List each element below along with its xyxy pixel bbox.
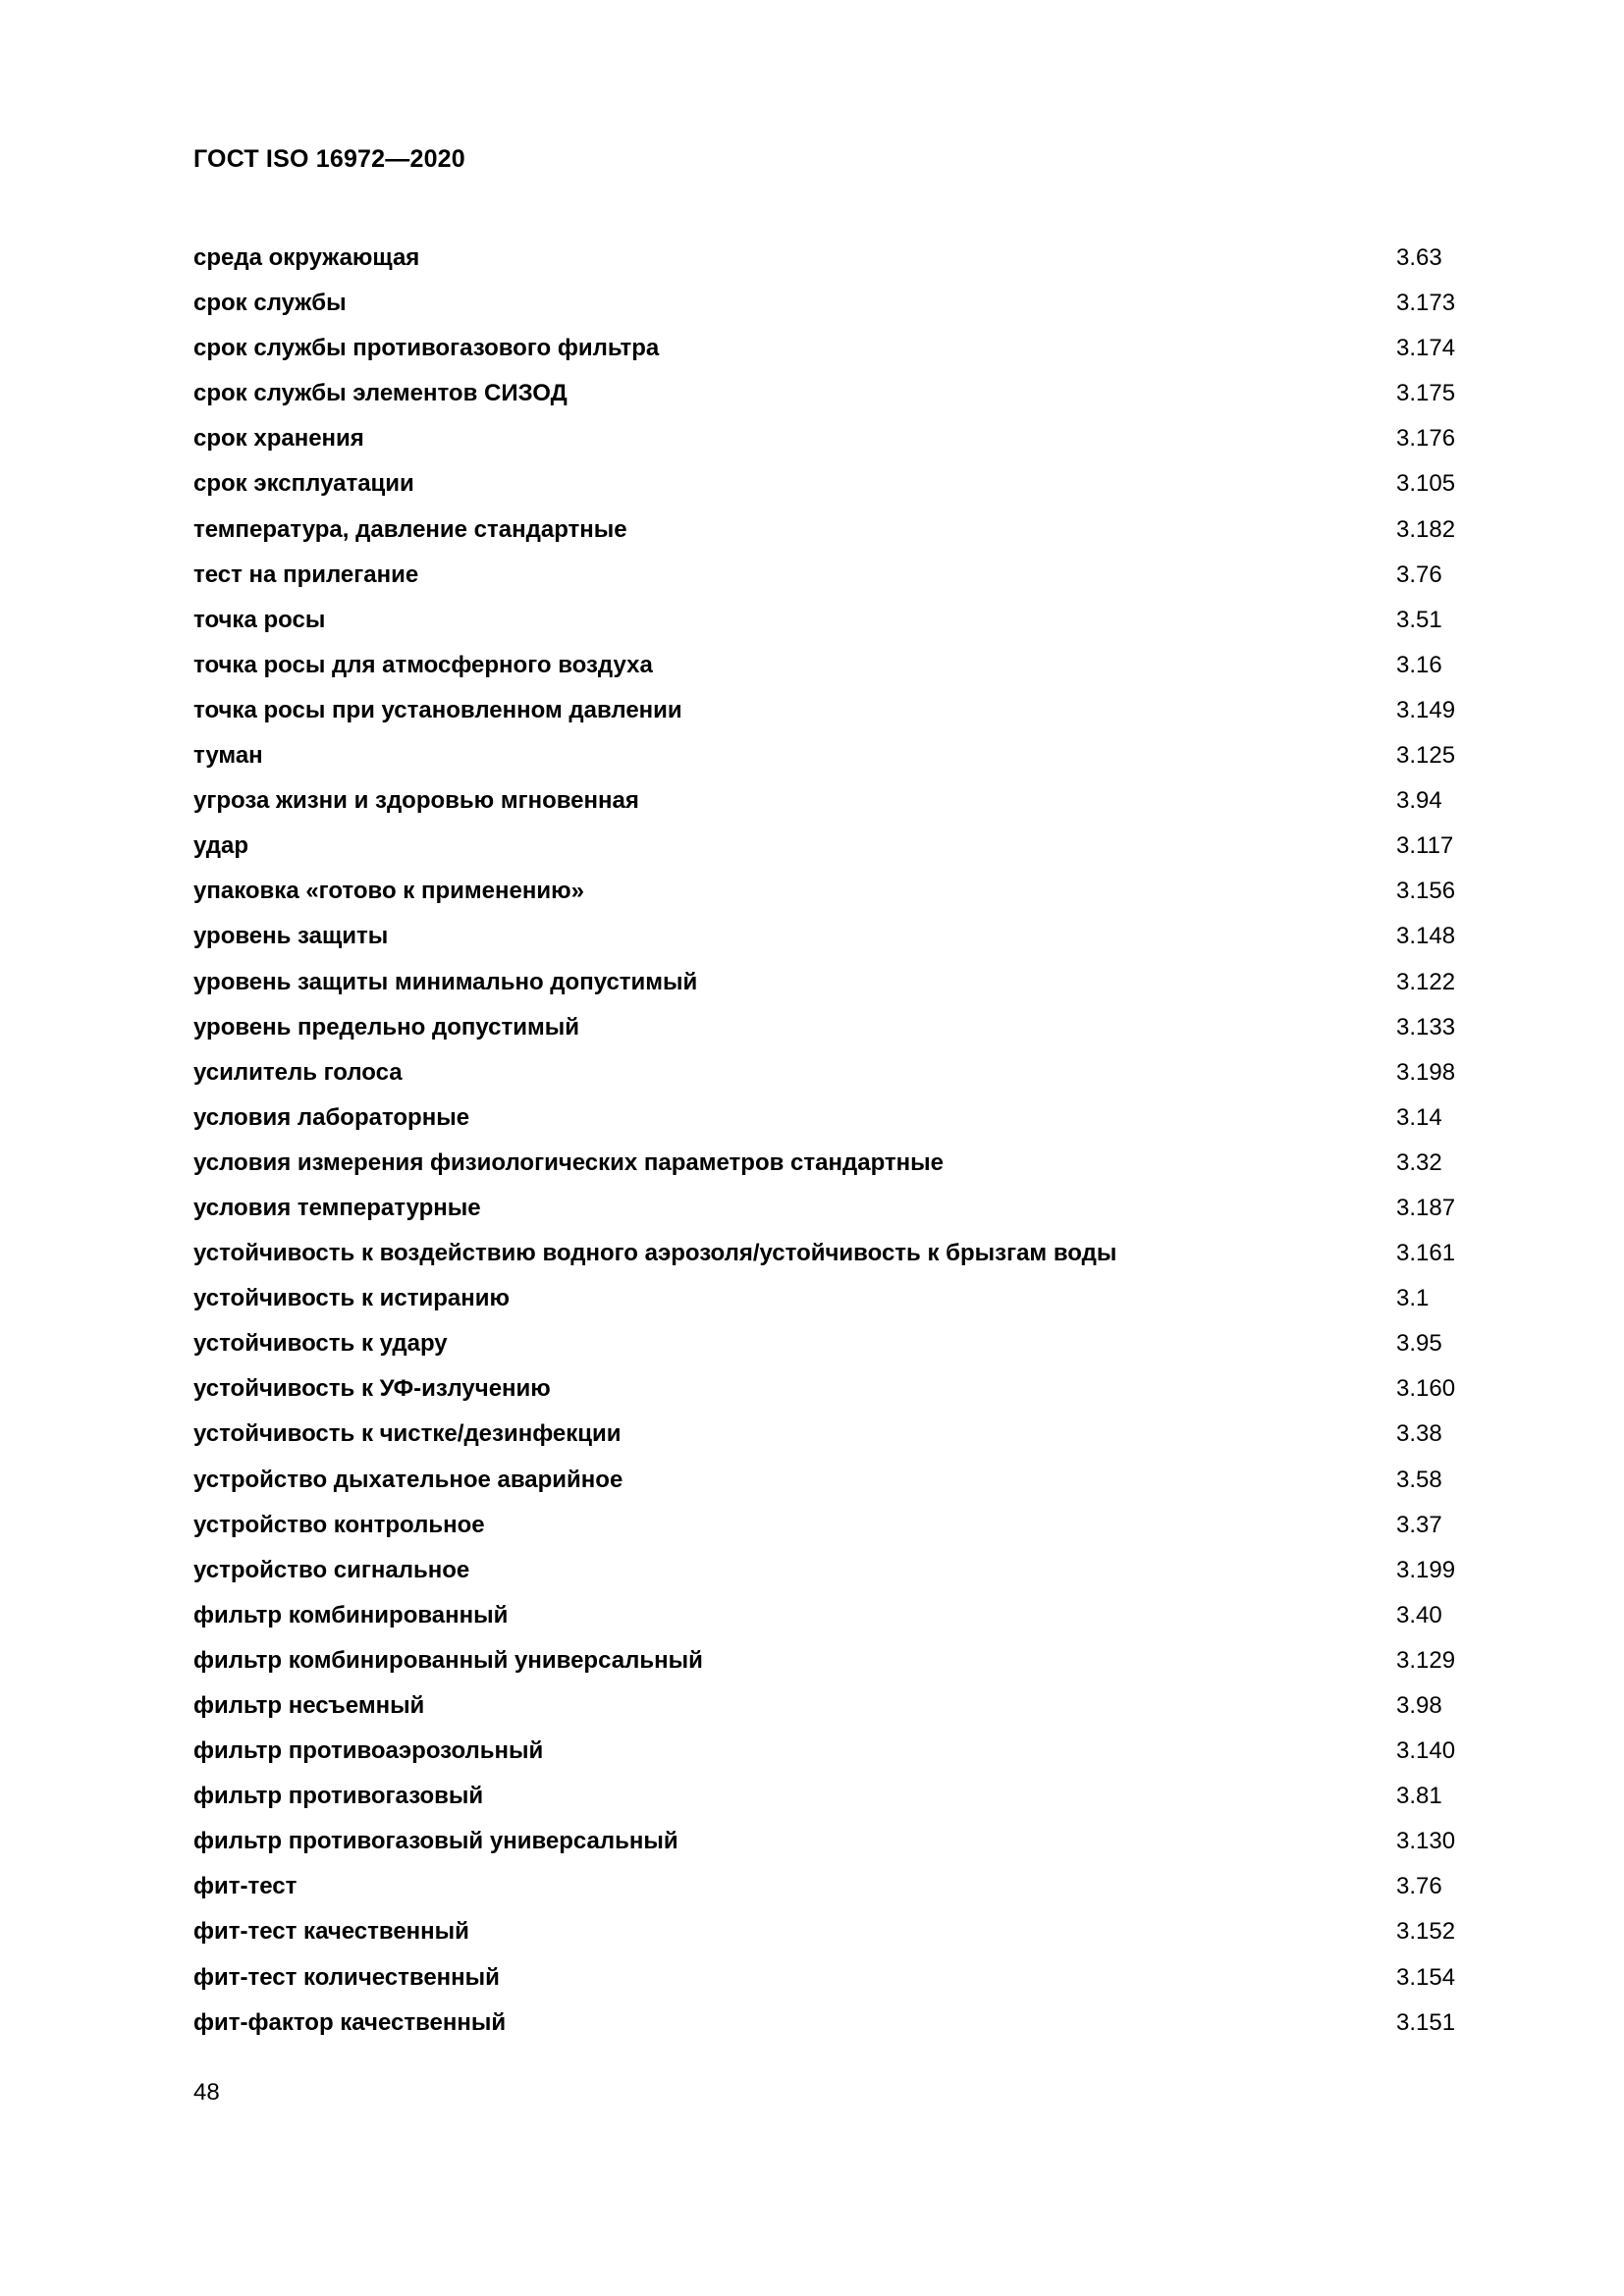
entry-reference: 3.40	[1396, 1601, 1442, 1629]
entry-reference: 3.81	[1396, 1783, 1442, 1810]
index-entry	[193, 778, 1470, 824]
entry-term: уровень предельно допустимый	[193, 1013, 579, 1041]
entry-reference: 3.151	[1396, 2008, 1456, 2036]
entry-reference: 3.160	[1396, 1375, 1456, 1403]
entry-term: удар	[193, 832, 248, 860]
index-entry	[193, 1276, 1470, 1321]
entry-reference: 3.129	[1396, 1646, 1456, 1674]
index-entry	[193, 598, 1470, 643]
index-entry	[193, 1141, 1470, 1186]
entry-term: фильтр противоаэрозольный	[193, 1737, 544, 1765]
entry-reference: 3.51	[1396, 606, 1442, 633]
index-entry	[193, 1909, 1470, 1954]
index-entry	[193, 326, 1470, 371]
index-entry	[193, 1683, 1470, 1729]
entry-term: фильтр противогазовый	[193, 1783, 484, 1810]
index-entry	[193, 1955, 1470, 2001]
term-index-list	[193, 236, 1470, 2046]
index-entry	[193, 643, 1470, 688]
index-entry	[193, 2001, 1470, 2046]
entry-reference: 3.161	[1396, 1240, 1456, 1267]
entry-reference: 3.76	[1396, 1873, 1442, 1900]
index-entry	[193, 824, 1470, 869]
index-entry	[193, 1321, 1470, 1366]
entry-reference: 3.38	[1396, 1420, 1442, 1448]
index-entry	[193, 1231, 1470, 1276]
entry-term: фит-фактор качественный	[193, 2008, 507, 2036]
entry-term: срок эксплуатации	[193, 470, 414, 498]
index-entry	[193, 960, 1470, 1005]
page-number: 48	[193, 2079, 220, 2106]
entry-reference: 3.156	[1396, 878, 1456, 905]
entry-term: условия температурные	[193, 1194, 481, 1221]
entry-term: фильтр противогазовый универсальный	[193, 1828, 678, 1855]
entry-reference: 3.173	[1396, 290, 1456, 317]
entry-term: усилитель голоса	[193, 1058, 403, 1086]
index-entry	[193, 1638, 1470, 1683]
entry-term: устойчивость к удару	[193, 1330, 448, 1358]
entry-reference: 3.94	[1396, 787, 1442, 815]
entry-reference: 3.198	[1396, 1058, 1456, 1086]
entry-term: устойчивость к истиранию	[193, 1285, 510, 1312]
index-entry	[193, 1458, 1470, 1503]
entry-term: устройство дыхательное аварийное	[193, 1466, 623, 1493]
entry-term: устойчивость к УФ-излучению	[193, 1375, 551, 1403]
index-entry	[193, 553, 1470, 598]
entry-reference: 3.98	[1396, 1692, 1442, 1719]
index-entry	[193, 688, 1470, 733]
entry-reference: 3.58	[1396, 1466, 1442, 1493]
index-entry	[193, 1729, 1470, 1774]
index-entry	[193, 1366, 1470, 1412]
entry-reference: 3.133	[1396, 1013, 1456, 1041]
index-entry	[193, 281, 1470, 326]
index-entry	[193, 914, 1470, 959]
entry-reference: 3.175	[1396, 380, 1456, 407]
document-header: ГОСТ ISO 16972—2020	[193, 145, 465, 173]
index-entry	[193, 1095, 1470, 1141]
entry-term: уровень защиты	[193, 923, 389, 950]
entry-term: устройство сигнальное	[193, 1556, 470, 1583]
entry-reference: 3.122	[1396, 968, 1456, 995]
entry-reference: 3.148	[1396, 923, 1456, 950]
entry-term: фит-тест	[193, 1873, 298, 1900]
entry-term: устойчивость к воздействию водного аэрозоля/устойчивость к брызгам воды	[193, 1240, 1117, 1267]
index-entry	[193, 733, 1470, 778]
entry-term: тест на прилегание	[193, 561, 419, 588]
index-entry	[193, 371, 1470, 416]
index-entry	[193, 507, 1470, 553]
index-entry	[193, 461, 1470, 507]
index-entry	[193, 236, 1470, 281]
index-entry	[193, 1503, 1470, 1548]
entry-term: устойчивость к чистке/дезинфекции	[193, 1420, 622, 1448]
entry-reference: 3.125	[1396, 742, 1456, 770]
entry-term: устройство контрольное	[193, 1511, 485, 1538]
entry-reference: 3.105	[1396, 470, 1456, 498]
index-entry	[193, 416, 1470, 461]
index-entry	[193, 1412, 1470, 1457]
index-entry	[193, 1864, 1470, 1909]
entry-reference: 3.1	[1396, 1285, 1430, 1312]
entry-reference: 3.199	[1396, 1556, 1456, 1583]
entry-term: срок хранения	[193, 425, 364, 453]
entry-term: фильтр комбинированный	[193, 1601, 509, 1629]
entry-term: фильтр несъемный	[193, 1692, 425, 1719]
entry-reference: 3.174	[1396, 335, 1456, 362]
entry-term: срок службы	[193, 290, 347, 317]
entry-term: фильтр комбинированный универсальный	[193, 1646, 703, 1674]
entry-term: уровень защиты минимально допустимый	[193, 968, 698, 995]
index-entry	[193, 1050, 1470, 1095]
entry-term: среда окружающая	[193, 244, 420, 271]
entry-term: фит-тест качественный	[193, 1918, 469, 1946]
entry-reference: 3.149	[1396, 696, 1456, 723]
entry-reference: 3.95	[1396, 1330, 1442, 1358]
entry-term: фит-тест количественный	[193, 1963, 500, 1991]
index-entry	[193, 1005, 1470, 1050]
entry-reference: 3.16	[1396, 651, 1442, 678]
entry-reference: 3.187	[1396, 1194, 1456, 1221]
index-entry	[193, 869, 1470, 914]
entry-reference: 3.182	[1396, 515, 1456, 543]
entry-term: угроза жизни и здоровью мгновенная	[193, 787, 639, 815]
entry-term: температура, давление стандартные	[193, 515, 627, 543]
entry-term: точка росы для атмосферного воздуха	[193, 651, 653, 678]
entry-term: срок службы противогазового фильтра	[193, 335, 660, 362]
entry-reference: 3.154	[1396, 1963, 1456, 1991]
entry-term: упаковка «готово к применению»	[193, 878, 584, 905]
index-entry	[193, 1186, 1470, 1231]
entry-term: точка росы при установленном давлении	[193, 696, 682, 723]
entry-reference: 3.176	[1396, 425, 1456, 453]
entry-term: срок службы элементов СИЗОД	[193, 380, 568, 407]
index-entry	[193, 1593, 1470, 1638]
entry-reference: 3.117	[1396, 832, 1454, 860]
entry-reference: 3.14	[1396, 1103, 1442, 1131]
entry-reference: 3.76	[1396, 561, 1442, 588]
entry-reference: 3.130	[1396, 1828, 1456, 1855]
entry-reference: 3.32	[1396, 1148, 1442, 1176]
entry-reference: 3.140	[1396, 1737, 1456, 1765]
entry-term: условия измерения физиологических параметров стандартные	[193, 1148, 945, 1176]
entry-term: туман	[193, 742, 263, 770]
index-entry	[193, 1774, 1470, 1819]
entry-term: условия лабораторные	[193, 1103, 470, 1131]
entry-reference: 3.63	[1396, 244, 1442, 271]
entry-term: точка росы	[193, 606, 326, 633]
index-entry	[193, 1819, 1470, 1864]
index-entry	[193, 1548, 1470, 1593]
entry-reference: 3.152	[1396, 1918, 1456, 1946]
entry-reference: 3.37	[1396, 1511, 1442, 1538]
